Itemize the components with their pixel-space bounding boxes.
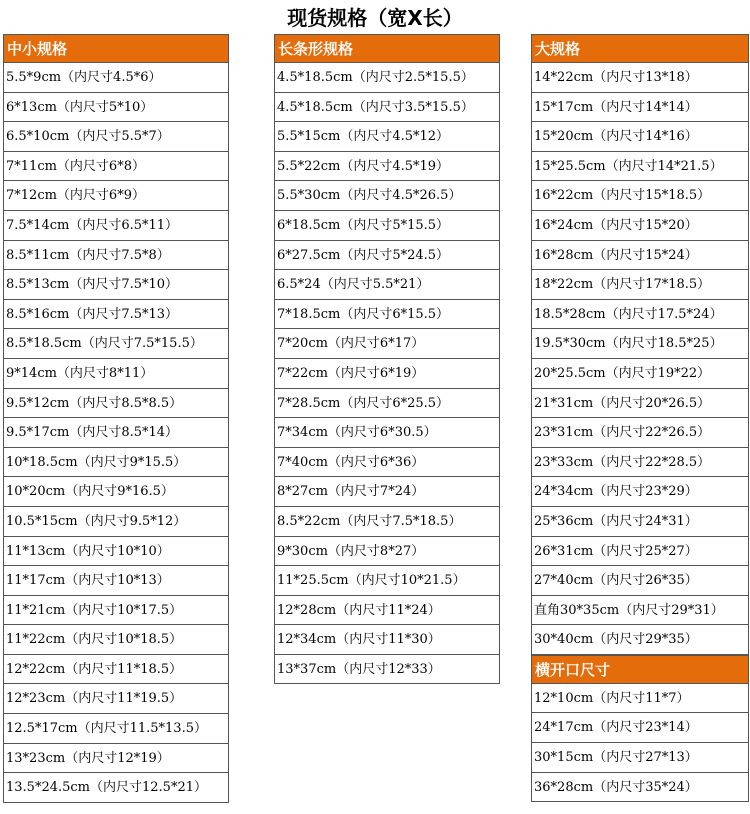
spec-row: 13*37cm（内尺寸12*33） [275,655,499,685]
spec-row: 7*20cm（内尺寸6*17） [275,329,499,359]
spec-row: 7*12cm（内尺寸6*9） [4,181,228,211]
spec-row: 4.5*18.5cm（内尺寸3.5*15.5） [275,93,499,123]
spec-row: 27*40cm（内尺寸26*35） [532,566,748,596]
spec-row: 19.5*30cm（内尺寸18.5*25） [532,329,748,359]
spec-row: 10*20cm（内尺寸9*16.5） [4,477,228,507]
spec-row: 24*17cm（内尺寸23*14） [532,713,748,743]
spec-row: 8.5*11cm（内尺寸7.5*8） [4,241,228,271]
spec-row: 10*18.5cm（内尺寸9*15.5） [4,448,228,478]
spec-row: 18*22cm（内尺寸17*18.5） [532,270,748,300]
spec-row: 15*17cm（内尺寸14*14） [532,93,748,123]
spec-row: 6*27.5cm（内尺寸5*24.5） [275,241,499,271]
spec-row: 30*40cm（内尺寸29*35） [532,625,748,655]
spec-row: 直角30*35cm（内尺寸29*31） [532,596,748,626]
spec-row: 8*27cm（内尺寸7*24） [275,477,499,507]
spec-row: 6*13cm（内尺寸5*10） [4,93,228,123]
spec-row: 16*22cm（内尺寸15*18.5） [532,181,748,211]
spec-row: 5.5*22cm（内尺寸4.5*19） [275,152,499,182]
page-title: 现货规格（宽X长） [287,6,463,30]
spec-list-long [274,63,500,684]
spec-row: 5.5*9cm（内尺寸4.5*6） [4,63,228,93]
spec-row: 8.5*22cm（内尺寸7.5*18.5） [275,507,499,537]
column-large [531,34,749,802]
spec-list-small-medium [3,63,229,803]
spec-row: 13.5*24.5cm（内尺寸12.5*21） [4,773,228,803]
spec-row: 9*30cm（内尺寸8*27） [275,537,499,567]
spec-row: 15*20cm（内尺寸14*16） [532,122,748,152]
section-heading-small-medium: 中小规格 [3,34,229,63]
spec-row: 9.5*17cm（内尺寸8.5*14） [4,418,228,448]
section-heading-horizontal: 横开口尺寸 [531,655,749,684]
spec-row: 4.5*18.5cm（内尺寸2.5*15.5） [275,63,499,93]
spec-row: 12.5*17cm（内尺寸11.5*13.5） [4,714,228,744]
spec-row: 7*22cm（内尺寸6*19） [275,359,499,389]
section-heading-large: 大规格 [531,34,749,63]
column-long [274,34,500,684]
spec-row: 9*14cm（内尺寸8*11） [4,359,228,389]
spec-row: 12*28cm（内尺寸11*24） [275,596,499,626]
spec-row: 11*22cm（内尺寸10*18.5） [4,625,228,655]
section-heading-long: 长条形规格 [274,34,500,63]
spec-row: 23*31cm（内尺寸22*26.5） [532,418,748,448]
spec-row: 6.5*10cm（内尺寸5.5*7） [4,122,228,152]
spec-row: 5.5*15cm（内尺寸4.5*12） [275,122,499,152]
spec-row: 7.5*14cm（内尺寸6.5*11） [4,211,228,241]
spec-row: 15*25.5cm（内尺寸14*21.5） [532,152,748,182]
spec-row: 8.5*13cm（内尺寸7.5*10） [4,270,228,300]
spec-row: 26*31cm（内尺寸25*27） [532,537,748,567]
spec-row: 36*28cm（内尺寸35*24） [532,773,748,803]
spec-row: 24*34cm（内尺寸23*29） [532,477,748,507]
spec-row: 7*11cm（内尺寸6*8） [4,152,228,182]
spec-row: 21*31cm（内尺寸20*26.5） [532,389,748,419]
spec-row: 13*23cm（内尺寸12*19） [4,744,228,774]
spec-row: 7*34cm（内尺寸6*30.5） [275,418,499,448]
spec-row: 6.5*24（内尺寸5.5*21） [275,270,499,300]
spec-row: 18.5*28cm（内尺寸17.5*24） [532,300,748,330]
spec-row: 7*18.5cm（内尺寸6*15.5） [275,300,499,330]
spec-row: 6*18.5cm（内尺寸5*15.5） [275,211,499,241]
spec-row: 10.5*15cm（内尺寸9.5*12） [4,507,228,537]
spec-list-horizontal [531,684,749,802]
spec-row: 9.5*12cm（内尺寸8.5*8.5） [4,389,228,419]
spec-row: 12*22cm（内尺寸11*18.5） [4,655,228,685]
spec-row: 11*13cm（内尺寸10*10） [4,537,228,567]
spec-row: 12*23cm（内尺寸11*19.5） [4,684,228,714]
spec-row: 11*17cm（内尺寸10*13） [4,566,228,596]
spec-row: 12*34cm（内尺寸11*30） [275,625,499,655]
spec-row: 7*40cm（内尺寸6*36） [275,448,499,478]
spec-row: 5.5*30cm（内尺寸4.5*26.5） [275,181,499,211]
spec-row: 11*21cm（内尺寸10*17.5） [4,596,228,626]
spec-row: 8.5*18.5cm（内尺寸7.5*15.5） [4,329,228,359]
spec-row: 30*15cm（内尺寸27*13） [532,743,748,773]
spec-row: 23*33cm（内尺寸22*28.5） [532,448,748,478]
spec-row: 14*22cm（内尺寸13*18） [532,63,748,93]
spec-row: 16*24cm（内尺寸15*20） [532,211,748,241]
spec-row: 25*36cm（内尺寸24*31） [532,507,748,537]
spec-row: 11*25.5cm（内尺寸10*21.5） [275,566,499,596]
spec-row: 7*28.5cm（内尺寸6*25.5） [275,389,499,419]
spec-row: 8.5*16cm（内尺寸7.5*13） [4,300,228,330]
spec-row: 20*25.5cm（内尺寸19*22） [532,359,748,389]
column-small-medium [3,34,229,803]
spec-row: 16*28cm（内尺寸15*24） [532,241,748,271]
spec-row: 12*10cm（内尺寸11*7） [532,684,748,714]
spec-list-large [531,63,749,655]
